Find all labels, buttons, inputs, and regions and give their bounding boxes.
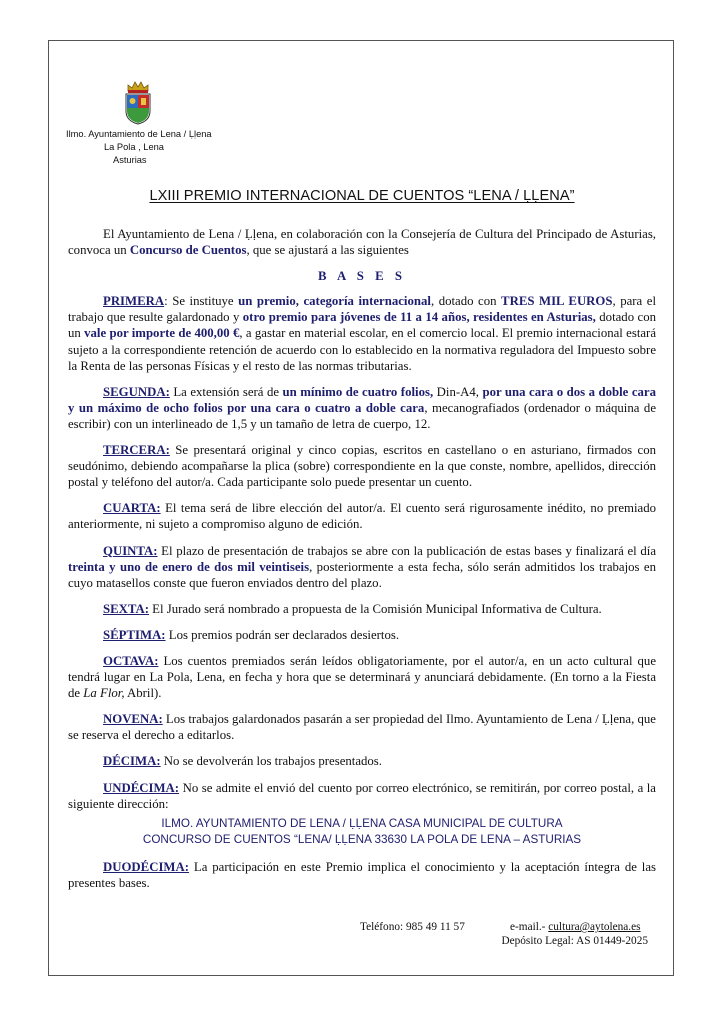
organization-block [66, 128, 226, 167]
clause-septima: SÉPTIMA: Los premios podrán ser declarados desiertos. [103, 627, 400, 642]
address-line-2: CONCURSO DE CUENTOS “LENA/ ḶḶENA 33630 LA POLA DE LENA – ASTURIAS [142, 833, 582, 847]
bases-heading: B A S E S [318, 269, 406, 284]
org-region: Asturias [113, 155, 147, 165]
clause-undecima: UNDÉCIMA: No se admite el envió del cuento por correo electrónico, se remitirán, por correo postal, a la siguiente dirección: [68, 780, 656, 811]
clause-sexta: SEXTA: El Jurado será nombrado a propuesta de la Comisión Municipal Informativa de Cultura. [103, 601, 602, 616]
clause-segunda: SEGUNDA: La extensión será de un mínimo de cuatro folios, Din-A4, por una cara o dos a doble cara y un máximo de ocho folios por una cara o cuatro a doble cara, mecanografiados (ordenador o máquina de escribir) con un interlineado de 1,5 y un tamaño de letra de cuerpo, 12. [68, 384, 657, 431]
document-body [68, 226, 656, 901]
email-link[interactable]: cultura@aytolena.es [548, 921, 641, 933]
footer [360, 920, 660, 948]
legal-deposit: Depósito Legal: AS 01449-2025 [501, 935, 648, 947]
clause-duodecima: DUODÉCIMA: La participación en este Premio implica el conocimiento y la aceptación íntegra de las presentes bases. [68, 859, 656, 890]
clause-novena: NOVENA: Los trabajos galardonados pasarán a ser propiedad del Ilmo. Ayuntamiento de Lena / Ḷḷena, que se reserva el derecho a editarlos. [68, 712, 656, 743]
email-label: e-mail.- [510, 921, 549, 933]
clause-tercera: TERCERA: Se presentará original y cinco copias, escritos en castellano o en asturiano, firmados con seudónimo, debiendo acompañarse la plica (sobre) correspondiente en la que conste, nombre, apellidos, dirección postal y teléfono del autor/a. Cada participante solo puede presentar un cuento. [68, 443, 656, 490]
clause-quinta: QUINTA: El plazo de presentación de trabajos se abre con la publicación de estas bases y finalizará el día treinta y uno de enero de dos mil veintiseis, posteriormente a esta fecha, sólo serán admitidos los trabajos en cuyo matasellos conste que fueron enviados dentro del plazo. [68, 543, 657, 590]
clause-cuarta: CUARTA: El tema será de libre elección del autor/a. El cuento será rigurosamente inédito, no premiado anteriormente, ni sujeto a compromiso alguno de edición. [68, 501, 656, 532]
contact-row [360, 920, 660, 934]
address-line-1: ILMO. AYUNTAMIENTO DE LENA / ḶḶENA CASA MUNICIPAL DE CULTURA [161, 816, 563, 830]
postal-address [68, 816, 656, 849]
clause-primera: PRIMERA: Se instituye un premio, categoría internacional, dotado con TRES MIL EUROS, para el trabajo que resulte galardonado y otro premio para jóvenes de 11 a 14 años, residentes en Asturias, dotado con un vale por importe de 400,00 €, a gastar en material escolar, en el comercio local. El premio internacional estará sujeto a la correspondiente retención de acuerdo con lo establecido en la normativa reguladora del Impuesto sobre la Renta de las personas Físicas y el resto de las normas tributarias. [68, 294, 656, 373]
phone-number: Teléfono: 985 49 11 57 [360, 921, 465, 933]
clause-octava: OCTAVA: Los cuentos premiados serán leídos obligatoriamente, por el autor/a, en un acto cultural que tendrá lugar en La Pola, Lena, en fecha y hora que se determinará y anunciará debidamente. (En torno a la Fiesta de La Flor, Abril). [68, 653, 656, 701]
org-town: La Pola , Lena [104, 142, 164, 152]
intro-paragraph: El Ayuntamiento de Lena / Ḷḷena, en colaboración con la Consejería de Cultura del Principado de Asturias, convoca un Concurso de Cuentos, que se ajustará a las siguientes [68, 227, 656, 258]
clause-decima: DÉCIMA: No se devolverán los trabajos presentados. [103, 754, 382, 769]
document-title: LXIII PREMIO INTERNACIONAL DE CUENTOS “LENA / ḶḶENA” [149, 188, 575, 204]
org-name: Ilmo. Ayuntamiento de Lena / Ḷḷena [66, 129, 212, 139]
coat-of-arms-icon [120, 79, 156, 125]
